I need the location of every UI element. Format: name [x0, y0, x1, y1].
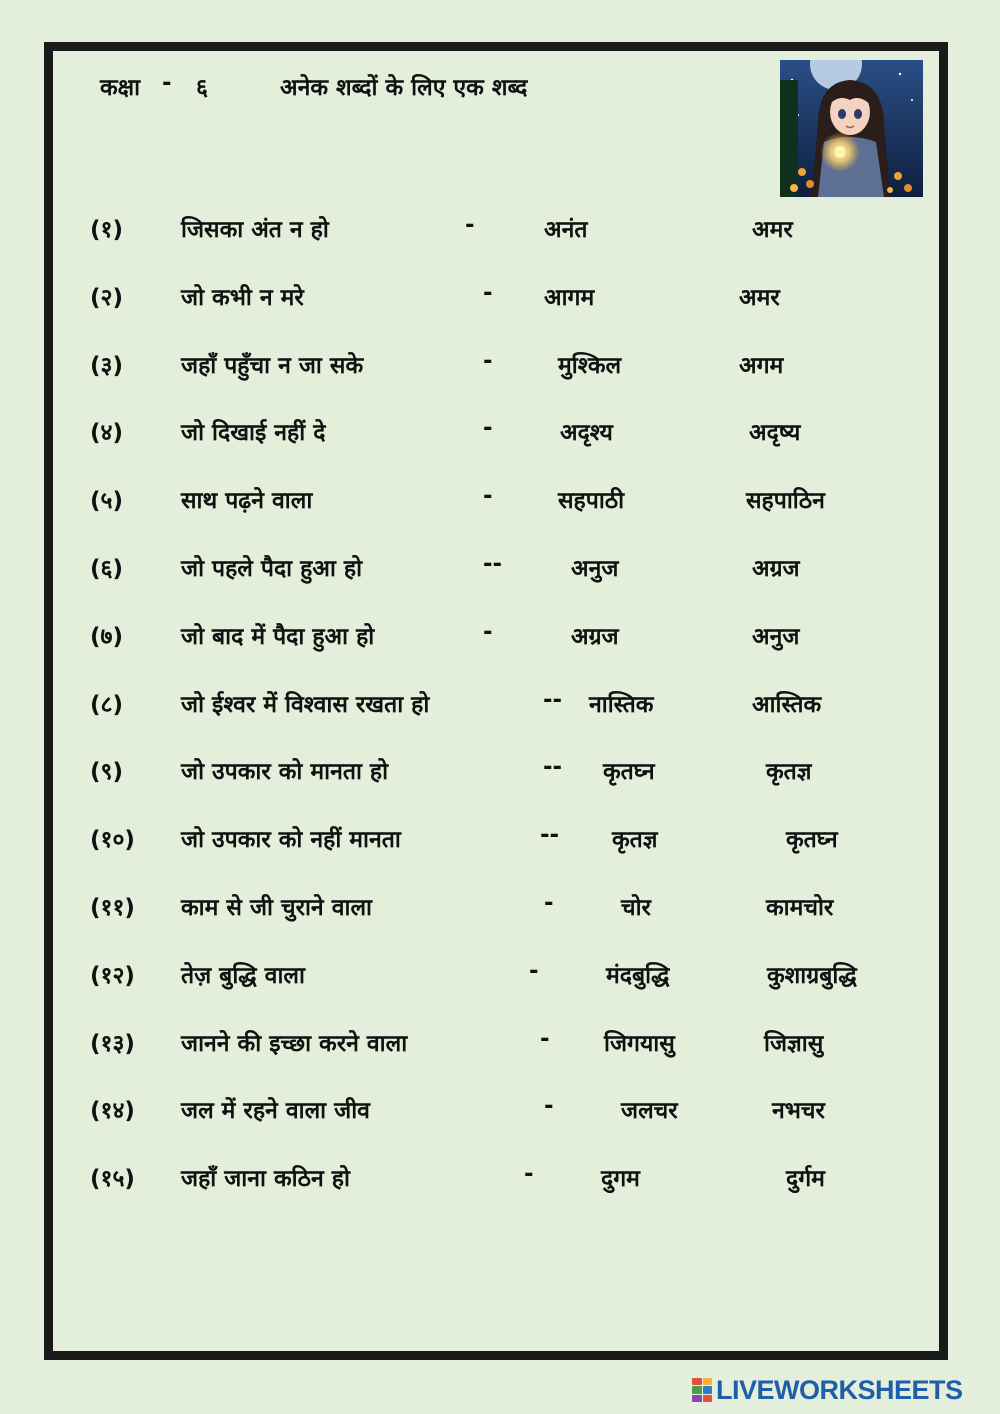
answer-option-b[interactable]: अदृष्य: [749, 420, 801, 446]
question-row: [0, 212, 1000, 252]
question-number: (१३): [90, 1031, 135, 1057]
question-phrase: साथ पढ़ने वाला: [181, 488, 313, 514]
question-row: [0, 1161, 1000, 1201]
question-number: (५): [90, 488, 123, 514]
girl-with-lantern-illustration: [780, 60, 923, 197]
question-dash: -: [540, 1026, 550, 1052]
question-phrase: जानने की इच्छा करने वाला: [181, 1031, 408, 1057]
question-row: [0, 754, 1000, 794]
question-row: [0, 890, 1000, 930]
answer-option-b[interactable]: कृतघ्न: [786, 827, 838, 853]
question-row: [0, 415, 1000, 455]
question-row: [0, 1026, 1000, 1066]
question-dash: -: [465, 212, 475, 238]
answer-option-b[interactable]: सहपाठिन: [746, 488, 825, 514]
question-dash: -: [483, 415, 493, 441]
worksheet-title: अनेक शब्दों के लिए एक शब्द: [280, 75, 528, 101]
answer-option-a[interactable]: अदृश्य: [560, 420, 613, 446]
question-row: [0, 822, 1000, 862]
liveworksheets-logo: [692, 1374, 963, 1406]
answer-option-a[interactable]: सहपाठी: [558, 488, 625, 514]
question-number: (८): [90, 692, 123, 718]
question-dash: -: [483, 483, 493, 509]
question-phrase: जो कभी न मरे: [181, 285, 304, 311]
question-row: [0, 348, 1000, 388]
question-dash: -: [544, 890, 554, 916]
question-phrase: जो ईश्वर में विश्वास रखता हो: [181, 692, 430, 718]
question-row: [0, 280, 1000, 320]
question-dash: -: [529, 958, 539, 984]
question-number: (३): [90, 353, 123, 379]
answer-option-a[interactable]: कृतज्ञ: [612, 827, 658, 853]
question-dash: --: [543, 754, 563, 780]
answer-option-a[interactable]: दुगम: [601, 1166, 640, 1192]
answer-option-a[interactable]: आगम: [544, 285, 595, 311]
answer-option-a[interactable]: कृतघ्न: [603, 759, 655, 785]
question-phrase: जो बाद में पैदा हुआ हो: [181, 624, 375, 650]
answer-option-b[interactable]: दुर्गम: [786, 1166, 825, 1192]
question-number: (१५): [90, 1166, 135, 1192]
class-grade: ६: [196, 75, 208, 101]
question-row: [0, 619, 1000, 659]
question-phrase: तेज़ बुद्धि वाला: [181, 963, 305, 989]
answer-option-b[interactable]: अमर: [739, 285, 780, 311]
answer-option-b[interactable]: जिज्ञासु: [764, 1031, 824, 1057]
liveworksheets-brand-text: LIVEWORKSHEETS: [716, 1374, 963, 1405]
question-phrase: जहाँ पहुँचा न जा सके: [181, 353, 364, 379]
question-number: (१२): [90, 963, 135, 989]
answer-option-b[interactable]: कृतज्ञ: [766, 759, 812, 785]
question-number: (१४): [90, 1098, 135, 1124]
question-number: (९): [90, 759, 123, 785]
answer-option-a[interactable]: मंदबुद्धि: [606, 963, 670, 989]
question-number: (१०): [90, 827, 135, 853]
answer-option-b[interactable]: अमर: [752, 217, 793, 243]
answer-option-a[interactable]: चोर: [621, 895, 651, 921]
answer-option-a[interactable]: जिगयासु: [604, 1031, 675, 1057]
answer-option-b[interactable]: अनुज: [752, 624, 800, 650]
question-phrase: जिसका अंत न हो: [181, 217, 329, 243]
question-dash: -: [524, 1161, 534, 1187]
question-dash: -: [483, 280, 493, 306]
question-phrase: जहाँ जाना कठिन हो: [181, 1166, 350, 1192]
question-number: (६): [90, 556, 123, 582]
question-phrase: जो उपकार को नहीं मानता: [181, 827, 401, 853]
question-row: [0, 958, 1000, 998]
answer-option-b[interactable]: कामचोर: [766, 895, 834, 921]
answer-option-b[interactable]: नभचर: [772, 1098, 825, 1124]
answer-option-a[interactable]: मुश्किल: [558, 353, 622, 379]
question-number: (२): [90, 285, 123, 311]
question-dash: --: [543, 687, 563, 713]
class-label: कक्षा: [100, 75, 141, 101]
question-phrase: जो उपकार को मानता हो: [181, 759, 389, 785]
question-number: (७): [90, 624, 123, 650]
answer-option-a[interactable]: नास्तिक: [589, 692, 654, 718]
answer-option-b[interactable]: कुशाग्रबुद्धि: [767, 963, 857, 989]
answer-option-a[interactable]: अग्रज: [571, 624, 619, 650]
question-dash: -: [544, 1093, 554, 1119]
header: [100, 70, 528, 102]
question-dash: --: [540, 822, 560, 848]
answer-option-a[interactable]: अनुज: [571, 556, 619, 582]
question-phrase: जो दिखाई नहीं दे: [181, 420, 326, 446]
question-number: (११): [90, 895, 135, 921]
question-dash: -: [483, 619, 493, 645]
answer-option-b[interactable]: अग्रज: [752, 556, 800, 582]
question-phrase: जो पहले पैदा हुआ हो: [181, 556, 363, 582]
question-phrase: काम से जी चुराने वाला: [181, 895, 373, 921]
liveworksheets-logo-icon: [692, 1378, 712, 1402]
question-number: (४): [90, 420, 123, 446]
question-dash: -: [483, 348, 493, 374]
answer-option-a[interactable]: जलचर: [621, 1098, 678, 1124]
question-dash: --: [483, 551, 503, 577]
question-row: [0, 483, 1000, 523]
question-row: [0, 687, 1000, 727]
question-row: [0, 1093, 1000, 1133]
header-separator: -: [162, 70, 172, 96]
answer-option-b[interactable]: आस्तिक: [752, 692, 822, 718]
question-phrase: जल में रहने वाला जीव: [181, 1098, 370, 1124]
answer-option-a[interactable]: अनंत: [544, 217, 588, 243]
question-row: [0, 551, 1000, 591]
answer-option-b[interactable]: अगम: [739, 353, 784, 379]
question-number: (१): [90, 217, 123, 243]
